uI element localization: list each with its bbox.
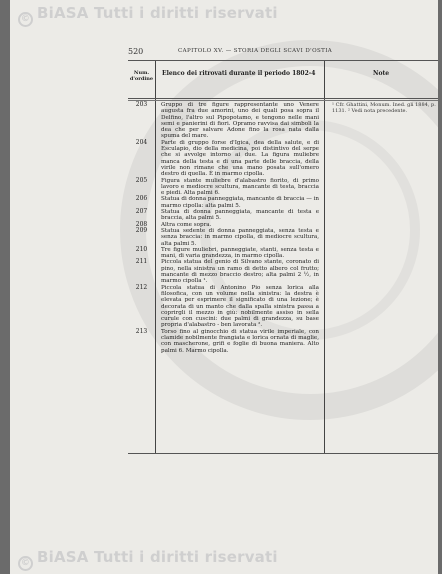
- row-note: [332, 329, 436, 354]
- row-note: ¹ Cfr. Ghattini, Monum. Ined. gli 1884, p. 1131. ² Vedi nota precedente.: [332, 102, 436, 114]
- row-description: Tre figure muliebri, panneggiate, stanti, senza testa e mani, di varia grandezza, in marmo cipolla.: [161, 246, 319, 260]
- row-number: 203: [135, 101, 148, 108]
- row-description: Piccola statua del genio di Silvano stante, coronato di pino, nella sinistra un ramo di detto albero col frutto; mancante di mezzo braccio destro; alta palmi 2 ½, in marmo cipolla ¹.: [161, 259, 319, 285]
- column-header-list: Elenco dei ritrovati durante il periodo 1802-4: [162, 70, 316, 77]
- row-description: Gruppo di tre figure rappresentante uno Venere augusta fra due amorini, uno dei quali posa sopra il Delfino, l'altro sul Pipopotamo, e tengono nelle mani semi e panierini di fiori. Opramo ravvisa dai simboli la dea che per salvare Adone fino la rosa nata dalla spuma del mare.: [161, 102, 319, 140]
- header-rule-double: [128, 100, 438, 101]
- page-number: 520: [128, 47, 144, 56]
- row-number: 209: [135, 226, 148, 234]
- row-number: 204: [135, 138, 148, 146]
- table-row: [128, 247, 438, 260]
- row-description: Statua di donna panneggiata, mancante di braccia — in marmo cipolla: alta palmi 5.: [161, 196, 319, 209]
- running-head: CAPITOLO XV. — STORIA DEGLI SCAVI D'OSTIA: [178, 48, 333, 54]
- row-number: 207: [135, 208, 148, 216]
- row-description: Figura stante muliebre d'alabastro fiorito, di primo lavoro e mediocre scultura, mancante di testa, braccia e piedi. Alta palmi 6.: [161, 177, 319, 197]
- row-number: 213: [135, 327, 148, 335]
- table-row: [128, 329, 438, 354]
- table-row: [128, 259, 438, 284]
- row-description: Altra come sopra.: [161, 221, 212, 228]
- row-number: 210: [135, 245, 148, 253]
- row-description: Piccola statua di Antonino Pio senza lorica alla filosofica, con un volume nella sinistra: la destra è elevata per esprimere il significato di una lezione; è decorata di un manto che dalla spalla sinistra passa a coprirgli il mezzo in giù: nobilmente assiso in sella curule con cuscini: due palmi di grandezza, su base propria d'alabastro - ben lavorata ².: [161, 284, 319, 329]
- table-row: [128, 178, 438, 197]
- row-note: [332, 196, 436, 209]
- inventory-table: [128, 60, 438, 454]
- row-description: Statua di donna panneggiata, mancante di testa e braccia, alta palmi 5.: [161, 209, 319, 222]
- header-rule: [128, 98, 438, 99]
- table-row: [128, 228, 438, 247]
- row-description: Torso fino al ginocchio di statua virile imperiale, con clamide nobilmente frangiata e lorica ornata di maglie, con mascherone, grifi e foglie di buona maniera. Alto palmi 6. Marmo cipolla.: [161, 328, 319, 354]
- row-number: 212: [135, 283, 148, 291]
- watermark-top-text: BiASA Tutti i diritti riservati: [37, 4, 278, 22]
- watermark-bottom-text: BiASA Tutti i diritti riservati: [37, 548, 278, 566]
- row-note: [332, 140, 436, 178]
- row-note: [332, 285, 436, 329]
- row-note: [332, 228, 436, 247]
- row-description: Parte di gruppo forse d'Igica, dea della salute, e di Esculapio, dio della medicina, poi distintivo del serpe che si avvolge intorno ai due. La figura muliebre manca della testa e di una parte delle braccia, della virile non rimane che una mano posata sull'omero destro di quella. È in marmo cipolla.: [161, 139, 319, 178]
- row-description: Statua sedente di donna panneggiata, senza testa e senza braccia: in marmo cipolla, di mediocre scultura, alta palmi 5.: [161, 227, 319, 247]
- row-number: 211: [135, 258, 148, 266]
- row-note: [332, 247, 436, 260]
- row-number: 208: [135, 220, 148, 228]
- row-note: [332, 178, 436, 197]
- table-row: [128, 196, 438, 209]
- column-header-number: Num. d'ordine: [129, 70, 154, 82]
- row-note: [332, 209, 436, 222]
- row-number: 205: [135, 176, 148, 184]
- table-row: [128, 140, 438, 178]
- row-note: [332, 259, 436, 284]
- document-page: [10, 0, 438, 574]
- table-rows: [128, 102, 438, 354]
- table-row: [128, 102, 438, 140]
- table-row: [128, 285, 438, 329]
- table-row: [128, 209, 438, 222]
- row-number: 206: [135, 195, 148, 203]
- watermark-bottom: [18, 548, 278, 571]
- copyright-icon: ©: [18, 556, 33, 571]
- copyright-icon: ©: [18, 12, 33, 27]
- watermark-top: [18, 4, 278, 27]
- column-header-notes: Note: [372, 70, 390, 77]
